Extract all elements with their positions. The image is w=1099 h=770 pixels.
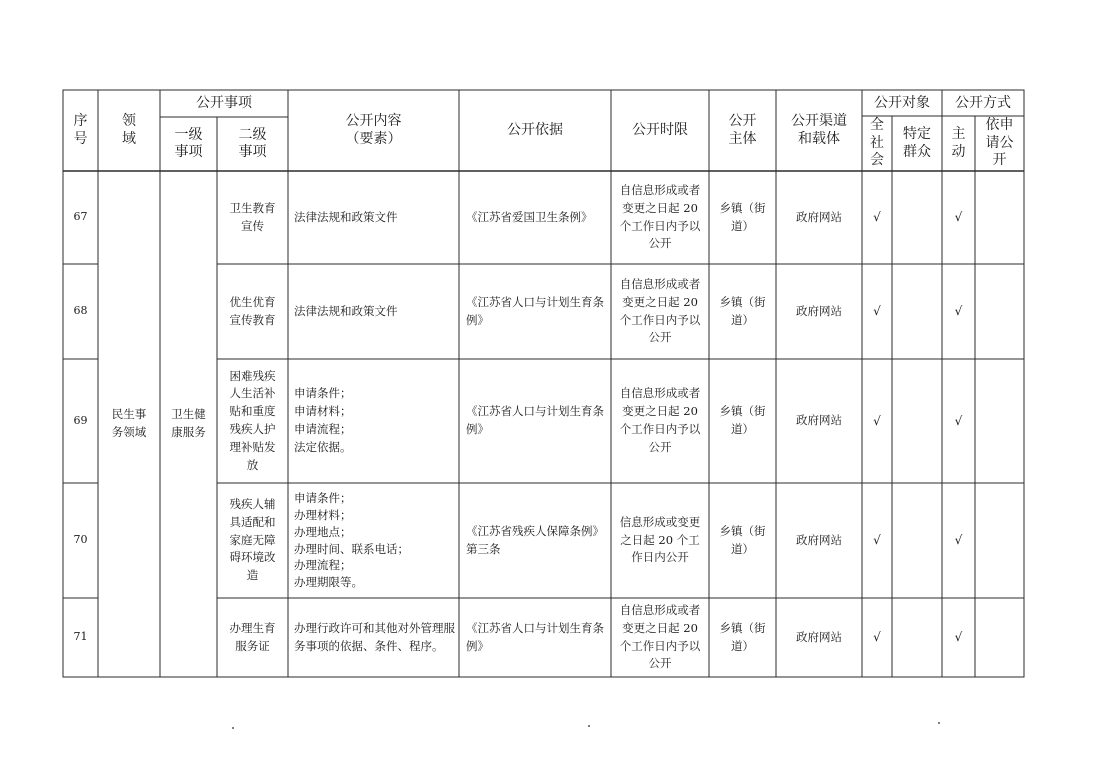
row-active: √	[954, 630, 963, 645]
row-subject: 乡镇（街道）	[719, 200, 766, 233]
row-target-all: √	[873, 210, 881, 225]
row-subject: 乡镇（街道）	[719, 404, 766, 436]
header-method: 公开方式	[955, 94, 1011, 111]
header-target-specific: 特定群众	[903, 126, 931, 160]
row-content: 法律法规和政策文件	[294, 209, 398, 224]
row-target-all: √	[873, 630, 881, 645]
row-time-limit: 自信息形成或者变更之日起 20 个工作日内予以公开	[619, 386, 701, 454]
header-level1: 一级事项	[174, 126, 203, 160]
row-basis: 《江苏省人口与计划生育条例》	[466, 404, 604, 436]
header-method-active: 主动	[951, 126, 966, 160]
scan-speck	[938, 722, 940, 724]
row-subject: 乡镇（街道）	[719, 523, 766, 556]
row-seq: 67	[73, 210, 88, 224]
row-apply	[975, 483, 1024, 598]
row-apply	[975, 171, 1024, 264]
row-channel: 政府网站	[796, 413, 842, 428]
row-content: 申请条件； 办理材料； 办理地点； 办理时间、联系电话； 办理流程； 办理期限等。	[294, 491, 409, 589]
row-apply	[975, 264, 1024, 359]
row-basis: 《江苏省残疾人保障条例》第三条	[466, 523, 604, 556]
row-seq: 68	[73, 304, 88, 318]
row-target-specific	[892, 264, 942, 359]
row-active: √	[954, 533, 963, 548]
header-time-limit: 公开时限	[632, 122, 688, 139]
row-target-specific	[892, 483, 942, 598]
header-level2: 二级事项	[238, 126, 267, 160]
row-subject: 乡镇（街道）	[719, 294, 766, 327]
header-seq: 序号	[73, 113, 88, 147]
header-channel: 公开渠道和载体	[791, 113, 847, 147]
row-target-all: √	[873, 304, 881, 319]
row-channel: 政府网站	[796, 303, 842, 318]
row-content: 申请条件； 申请材料； 申请流程； 法定依据。	[294, 386, 352, 454]
header-basis: 公开依据	[507, 122, 563, 139]
scan-speck	[588, 725, 590, 727]
row-time-limit: 自信息形成或者变更之日起 20 个工作日内予以公开	[619, 276, 701, 345]
row-seq: 69	[73, 413, 88, 427]
header-subject: 公开主体	[728, 113, 757, 147]
row-channel: 政府网站	[796, 629, 842, 644]
level1-cell: 卫生健康服务	[171, 407, 206, 439]
scan-speck	[232, 727, 234, 729]
row-apply	[975, 359, 1024, 483]
field-cell: 民生事务领域	[111, 407, 147, 439]
row-apply	[975, 598, 1024, 677]
row-active: √	[954, 413, 963, 428]
row-time-limit: 信息形成或变更之日起 20 个工作日内公开	[619, 514, 701, 565]
row-seq: 70	[73, 533, 88, 547]
row-target-all: √	[873, 413, 881, 428]
row-level2: 办理生育服务证	[229, 620, 276, 653]
row-content: 法律法规和政策文件	[294, 303, 398, 318]
row-basis: 《江苏省人口与计划生育条例》	[466, 294, 604, 327]
row-level2: 困难残疾人生活补贴和重度残疾人护理补贴发放	[229, 368, 276, 472]
row-target-all: √	[873, 533, 881, 548]
row-time-limit: 自信息形成或者变更之日起 20 个工作日内予以公开	[619, 182, 701, 251]
header-content: 公开内容（要素）	[345, 113, 402, 147]
header-target-all: 全社会	[870, 117, 884, 169]
row-basis: 《江苏省人口与计划生育条例》	[466, 620, 604, 653]
row-channel: 政府网站	[796, 532, 842, 547]
row-seq: 71	[73, 630, 88, 644]
row-time-limit: 自信息形成或者变更之日起 20 个工作日内予以公开	[619, 602, 701, 671]
row-level2: 卫生教育宣传	[229, 200, 276, 233]
row-target-specific	[892, 598, 942, 677]
row-basis: 《江苏省爱国卫生条例》	[466, 209, 593, 224]
row-target-specific	[892, 171, 942, 264]
row-channel: 政府网站	[796, 209, 842, 224]
header-method-apply: 依申请公开	[985, 117, 1014, 169]
row-active: √	[954, 210, 963, 225]
row-subject: 乡镇（街道）	[719, 620, 766, 653]
row-active: √	[954, 304, 963, 319]
row-level2: 优生优育宣传教育	[229, 294, 276, 327]
row-content: 办理行政许可和其他对外管理服务事项的依据、条件、程序。	[294, 620, 455, 653]
header-matters: 公开事项	[196, 95, 252, 112]
row-target-specific	[892, 359, 942, 483]
row-level2: 残疾人辅具适配和家庭无障碍环境改造	[229, 496, 276, 583]
header-target: 公开对象	[874, 94, 930, 111]
header-field: 领域	[122, 113, 136, 147]
